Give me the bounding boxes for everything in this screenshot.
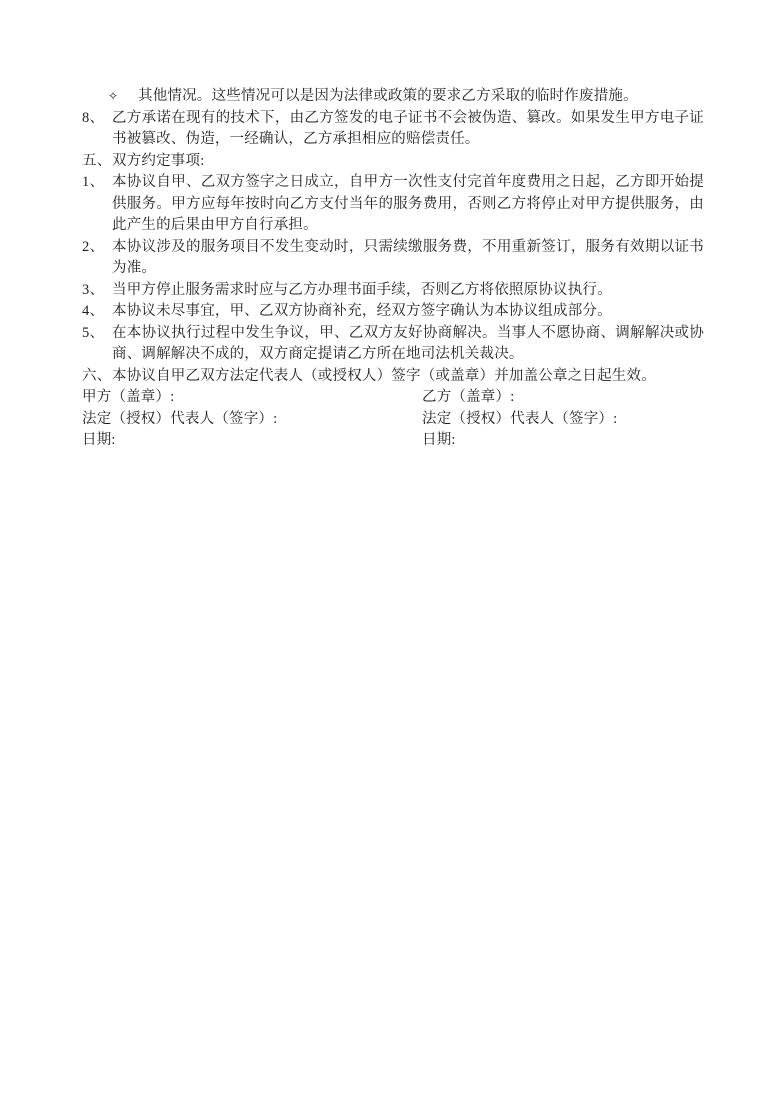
agreement-item-1 [82,172,704,237]
agreement-item-3 [82,280,704,302]
section-6-heading [82,366,704,388]
other-situations-bullet-item [82,86,704,108]
party-b-date-label: 日期: [422,432,456,448]
signature-block [82,387,704,452]
party-b-seal-label: 乙方（盖章）: [422,389,515,405]
party-a-seal-label: 甲方（盖章）: [82,389,175,405]
clause-8-number: 8、 [82,109,105,126]
clause-8-text: 乙方承诺在现有的技术下，由乙方签发的电子证书不会被伪造、篡改。如果发生甲方电子证书被篡改、伪造，一经确认，乙方承担相应的赔偿责任。 [112,109,704,147]
agreement-item-4-number: 4、 [82,303,105,319]
section-6-number: 六、 [82,367,112,384]
agreement-item-2-text: 本协议涉及的服务项目不发生变动时，只需续缴服务费，不用重新签订，服务有效期以证书为准。 [112,238,704,276]
agreement-item-4 [82,301,704,323]
agreement-item-4-text: 本协议未尽事宜，甲、乙双方协商补充，经双方签字确认为本协议组成部分。 [112,303,612,319]
clause-8 [82,108,704,151]
party-a-date-label: 日期: [82,432,116,448]
agreement-item-1-text: 本协议自甲、乙双方签字之日成立，自甲方一次性支付完首年度费用之日起，乙方即开始提供服务。甲方应每年按时向乙方支付当年的服务费用，否则乙方将停止对甲方提供服务，由此产生的后果由甲方自行承担。 [112,174,704,233]
agreement-item-1-number: 1、 [82,174,105,190]
section-5-title: 双方约定事项: [112,152,205,169]
agreement-item-2-number: 2、 [82,238,105,255]
section-5-heading [82,151,704,173]
diamond-bullet-icon: ✧ [108,89,119,103]
agreement-item-3-text: 当甲方停止服务需求时应与乙方办理书面手续，否则乙方将依照原协议执行。 [112,281,612,298]
section-5-number: 五、 [82,152,112,169]
agreement-item-5-number: 5、 [82,324,105,341]
agreement-item-5-text: 在本协议执行过程中发生争议，甲、乙双方友好协商解决。当事人不愿协商、调解解决或协商、调解解决不成的，双方商定提请乙方所在地司法机关裁决。 [112,324,704,362]
agreement-item-5 [82,323,704,366]
party-a-representative-label: 法定（授权）代表人（签字）: [82,410,278,427]
document-body [82,86,704,452]
other-situations-text: 其他情况。这些情况可以是因为法律或政策的要求乙方采取的临时作废措施。 [138,88,638,104]
section-6-title: 本协议自甲乙双方法定代表人（或授权人）签字（或盖章）并加盖公章之日起生效。 [112,367,656,384]
party-b-representative-label: 法定（授权）代表人（签字）: [422,410,618,427]
agreement-item-2 [82,237,704,280]
agreement-item-3-number: 3、 [82,281,105,298]
